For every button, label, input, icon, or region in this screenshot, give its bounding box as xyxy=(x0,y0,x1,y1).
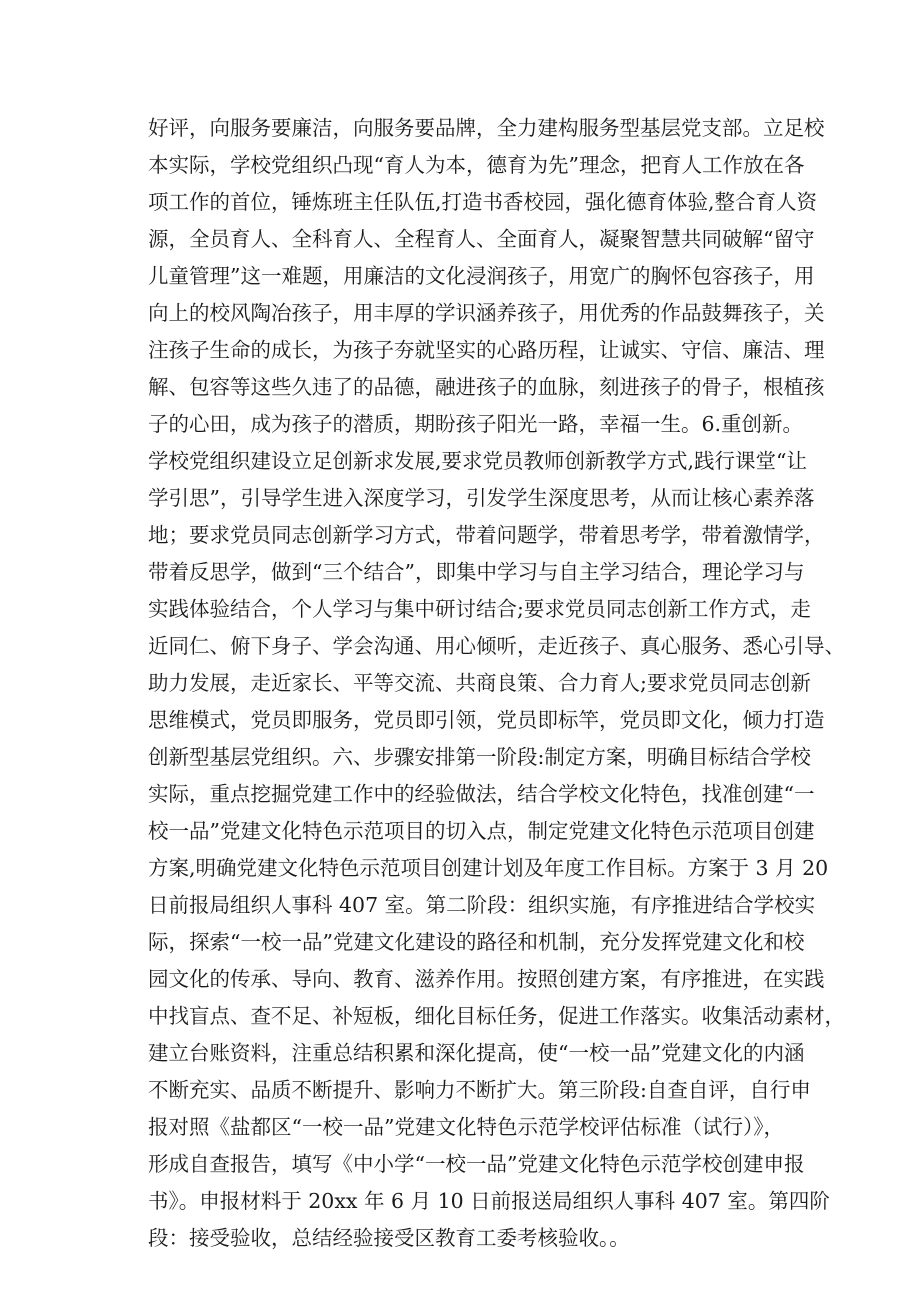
text-line: 园文化的传承、导向、教育、滋养作用。按照创建方案，有序推进，在实践 xyxy=(148,967,825,991)
text-line: 际，探索“一校一品”党建文化建设的路径和机制，充分发挥党建文化和校 xyxy=(148,930,805,954)
text-line: 思维模式，党员即服务，党员即引领，党员即标竿，党员即文化，倾力打造 xyxy=(148,708,825,732)
text-line: 近同仁、俯下身子、学会沟通、用心倾听，走近孩子、真心服务、悉心引导、 xyxy=(148,634,845,658)
text-line: 地；要求党员同志创新学习方式，带着问题学，带着思考学，带着激情学， xyxy=(148,523,825,547)
text-line: 项工作的首位，锤炼班主任队伍,打造书香校园，强化德育体验,整合育人资 xyxy=(148,190,818,214)
text-line: 中找盲点、查不足、补短板，细化目标任务，促进工作落实。收集活动素材， xyxy=(148,1004,845,1028)
text-line: 向上的校风陶冶孩子，用丰厚的学识涵养孩子，用优秀的作品鼓舞孩子，关 xyxy=(148,301,825,325)
text-line: 建立台账资料，注重总结积累和深化提高，使“一校一品”党建文化的内涵 xyxy=(148,1041,805,1065)
text-line: 书》。申报材料于 20xx 年 6 月 10 日前报送局组织人事科 407 室。第四阶 xyxy=(148,1189,830,1213)
text-line: 学引思”，引导学生进入深度学习，引发学生深度思考，从而让核心素养落 xyxy=(148,486,815,510)
text-line: 实际，重点挖掘党建工作中的经验做法，结合学校文化特色，找准创建“一 xyxy=(148,782,815,806)
text-line: 本实际，学校党组织凸现“育人为本，德育为先”理念，把育人工作放在各 xyxy=(148,153,805,177)
text-line: 好评，向服务要廉洁，向服务要品牌，全力建构服务型基层党支部。立足校 xyxy=(148,116,825,140)
text-line: 段：接受验收，总结经验接受区教育工委考核验收。。 xyxy=(148,1226,630,1250)
text-line: 解、包容等这些久违了的品德，融进孩子的血脉，刻进孩子的骨子，根植孩 xyxy=(148,375,825,399)
text-line: 注孩子生命的成长，为孩子夯就坚实的心路历程，让诚实、守信、廉洁、理 xyxy=(148,338,825,362)
text-line: 子的心田，成为孩子的潜质，期盼孩子阳光一路，幸福一生。6.重创新。 xyxy=(148,412,804,436)
text-line: 形成自查报告，填写《中小学“一校一品”党建文化特色示范学校创建申报 xyxy=(148,1152,805,1176)
text-line: 带着反思学，做到“三个结合”，即集中学习与自主学习结合，理论学习与 xyxy=(148,560,805,584)
text-line: 方案,明确党建文化特色示范项目创建计划及年度工作目标。方案于 3 月 20 xyxy=(148,856,829,880)
text-line: 实践体验结合，个人学习与集中研讨结合;要求党员同志创新工作方式，走 xyxy=(148,597,811,621)
text-line: 儿童管理”这一难题，用廉洁的文化浸润孩子，用宽广的胸怀包容孩子，用 xyxy=(148,264,815,288)
text-line: 报对照《盐都区“一校一品”党建文化特色示范学校评估标准（试行）》， xyxy=(148,1115,784,1139)
text-line: 不断充实、品质不断提升、影响力不断扩大。第三阶段:自查自评，自行申 xyxy=(148,1078,811,1102)
text-line: 学校党组织建设立足创新求发展,要求党员教师创新教学方式,践行课堂“让 xyxy=(148,449,808,473)
body-text xyxy=(148,110,845,1257)
text-line: 源，全员育人、全科育人、全程育人、全面育人，凝聚智慧共同破解“留守 xyxy=(148,227,815,251)
text-line: 校一品”党建文化特色示范项目的切入点，制定党建文化特色示范项目创建 xyxy=(148,819,815,843)
text-line: 助力发展，走近家长、平等交流、共商良策、合力育人;要求党员同志创新 xyxy=(148,671,811,695)
text-line: 日前报局组织人事科 407 室。第二阶段：组织实施，有序推进结合学校实 xyxy=(148,893,816,917)
text-line: 创新型基层党组织。六、步骤安排第一阶段:制定方案，明确目标结合学校 xyxy=(148,745,811,769)
